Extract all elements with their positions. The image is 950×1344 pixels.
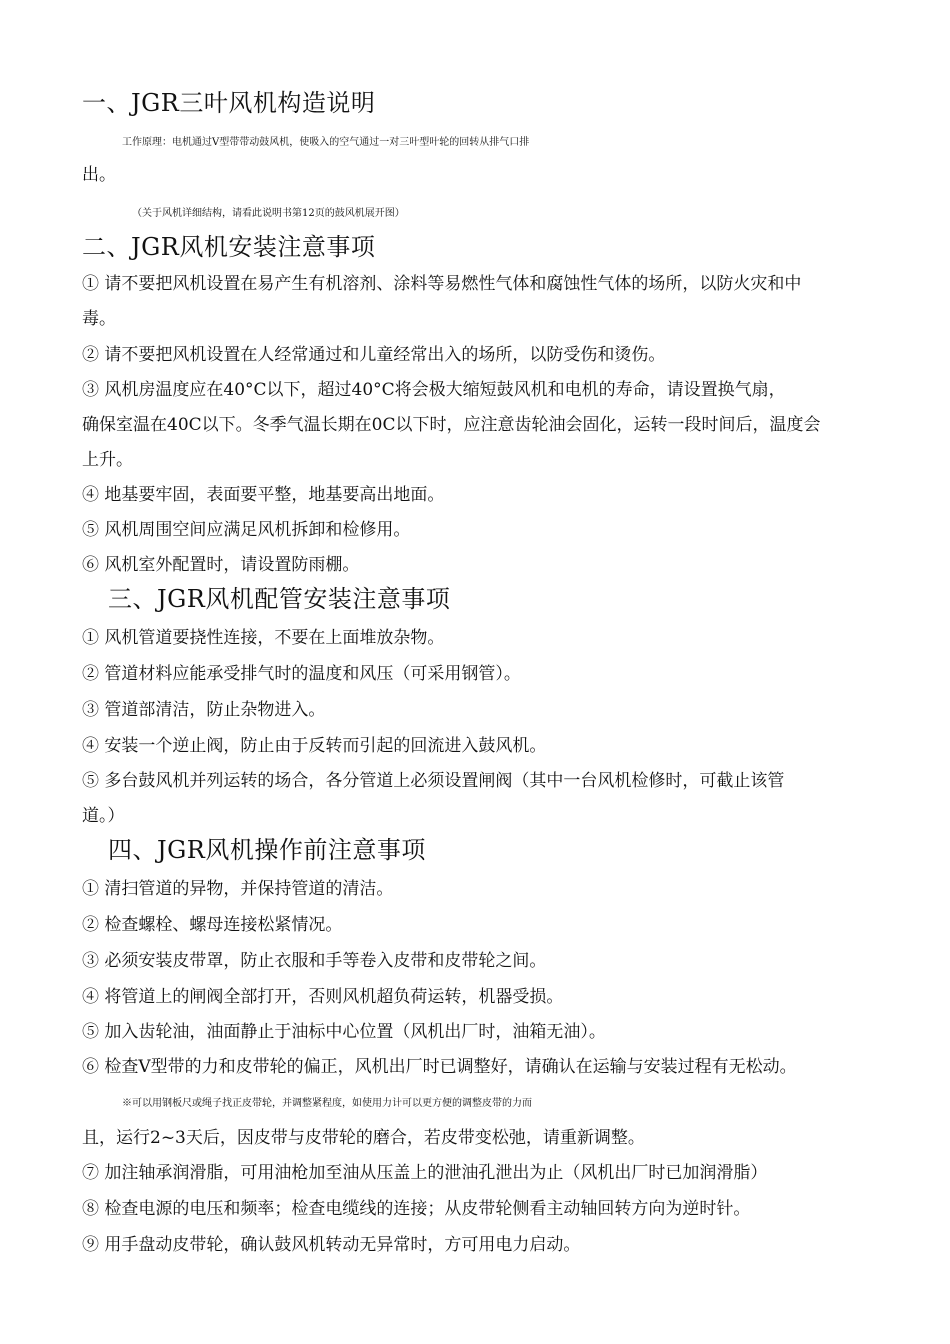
section3-title: 三、JGR风机配管安装注意事项 — [108, 585, 451, 613]
section4-item-8: ⑧ 检查电源的电压和频率；检查电缆线的连接；从皮带轮侧看主动轴回转方向为逆时针。 — [82, 1199, 751, 1219]
section4-item-7: ⑦ 加注轴承润滑脂，可用油枪加至油从压盖上的泄油孔泄出为止（风机出厂时已加润滑脂） — [82, 1163, 768, 1183]
section1-note: （关于风机详细结构，请看此说明书第12页的鼓风机展开图） — [132, 208, 405, 219]
section4-item-4: ④ 将管道上的闸阀全部打开，否则风机超负荷运转，机器受损。 — [82, 987, 564, 1007]
section1-title: 一、JGR三叶风机构造说明 — [82, 89, 376, 117]
section3-item-5: ⑤ 多台鼓风机并列运转的场合，各分管道上必须设置闸阀（其中一台风机检修时，可截止该管 — [82, 771, 785, 791]
section2-item-1-cont: 毒。 — [82, 309, 116, 329]
section1-principle-cont: 出。 — [82, 165, 116, 185]
section4-item-5: ⑤ 加入齿轮油，油面静止于油标中心位置（风机出厂时，油箱无油）。 — [82, 1022, 606, 1042]
section1-principle: 工作原理：电机通过V型带带动鼓风机，使吸入的空气通过一对三叶型叶轮的回转从排气口排 — [122, 137, 530, 148]
section4-item-9: ⑨ 用手盘动皮带轮，确认鼓风机转动无异常时，方可用电力启动。 — [82, 1235, 581, 1255]
section3-item-4: ④ 安装一个逆止阀，防止由于反转而引起的回流进入鼓风机。 — [82, 736, 547, 756]
section2-item-3-cont: 确保室温在40C以下。冬季气温长期在0C以下时，应注意齿轮油会固化，运转一段时间后，温度会 — [82, 415, 821, 435]
section2-item-5: ⑤ 风机周围空间应满足风机拆卸和检修用。 — [82, 520, 411, 540]
section4-item-1: ① 清扫管道的异物，并保持管道的清洁。 — [82, 879, 394, 899]
section3-item-1: ① 风机管道要挠性连接，不要在上面堆放杂物。 — [82, 628, 445, 648]
section4-item-3: ③ 必须安装皮带罩，防止衣服和手等卷入皮带和皮带轮之间。 — [82, 951, 547, 971]
section3-item-3: ③ 管道部清洁，防止杂物进入。 — [82, 700, 326, 720]
section2-item-2: ② 请不要把风机设置在人经常通过和儿童经常出入的场所，以防受伤和烫伤。 — [82, 345, 666, 365]
section3-item-2: ② 管道材料应能承受排气时的温度和风压（可采用钢管）。 — [82, 664, 521, 684]
section2-item-3-cont2: 上升。 — [82, 450, 133, 470]
section2-item-6: ⑥ 风机室外配置时，请设置防雨棚。 — [82, 555, 360, 575]
section3-item-5-cont: 道。） — [82, 806, 125, 826]
section2-item-1: ① 请不要把风机设置在易产生有机溶剂、涂料等易燃性气体和腐蚀性气体的场所，以防火灾和中 — [82, 274, 802, 294]
section4-note-cont: 且，运行2~3天后，因皮带与皮带轮的磨合，若皮带变松弛，请重新调整。 — [82, 1128, 645, 1148]
section4-item-2: ② 检查螺栓、螺母连接松紧情况。 — [82, 915, 343, 935]
section4-note: ※可以用钢板尺或绳子找正皮带轮，并调整紧程度，如使用力计可以更方便的调整皮带的力而 — [122, 1098, 532, 1109]
section2-item-3: ③ 风机房温度应在40°C以下，超过40°C将会极大缩短鼓风机和电机的寿命，请设置换气扇， — [82, 380, 786, 400]
section4-title: 四、JGR风机操作前注意事项 — [108, 836, 426, 864]
section2-title: 二、JGR风机安装注意事项 — [82, 233, 376, 261]
section4-item-6: ⑥ 检查V型带的力和皮带轮的偏正，风机出厂时已调整好，请确认在运输与安装过程有无松动。 — [82, 1057, 797, 1077]
section2-item-4: ④ 地基要牢固，表面要平整，地基要高出地面。 — [82, 485, 445, 505]
